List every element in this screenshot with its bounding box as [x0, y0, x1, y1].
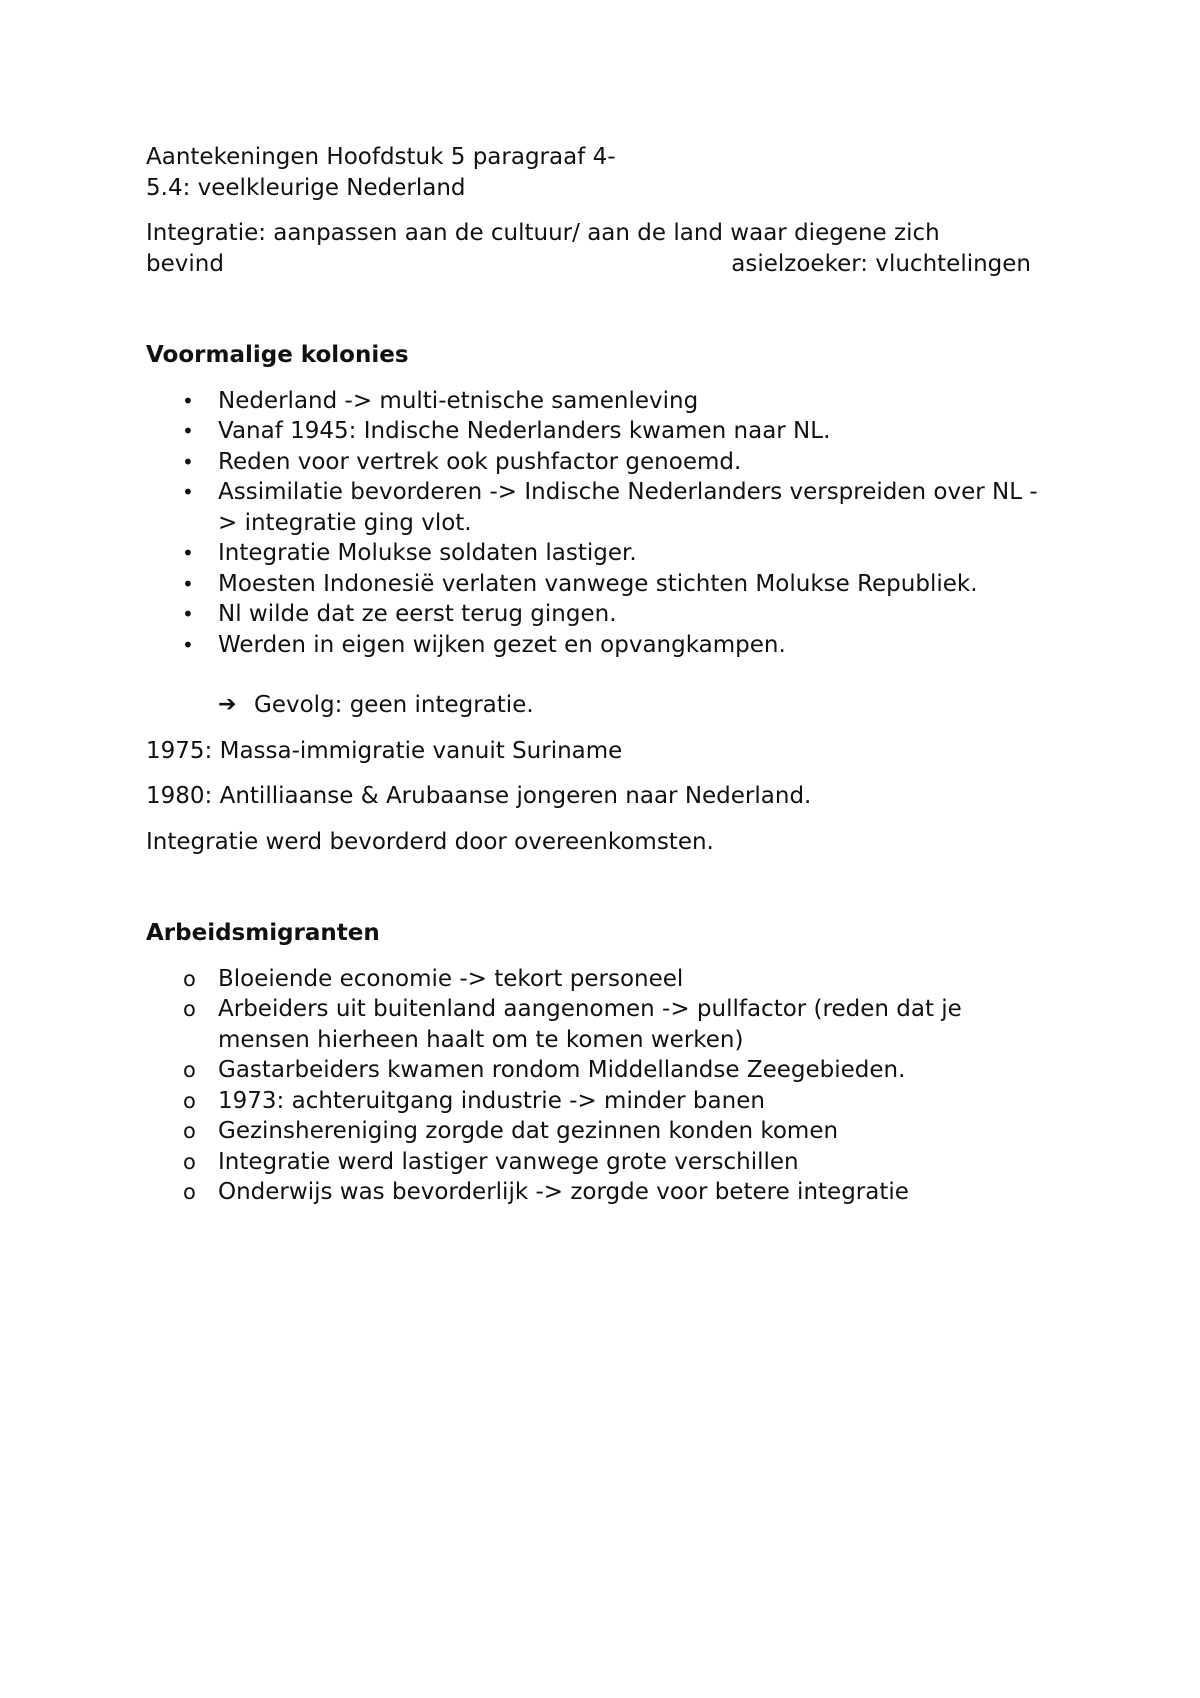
list-item-text: Bloeiende economie -> tekort personeel — [218, 965, 684, 992]
list-item-text: Arbeiders uit buitenland aangenomen -> pullfactor (reden dat je mensen hierheen haalt om te komen werken) — [218, 996, 962, 1053]
list-item-text: Reden voor vertrek ook pushfactor genoemd. — [218, 448, 742, 475]
paragraph-integration: Integratie werd bevorderd door overeenkomsten. — [146, 828, 714, 855]
former-colonies-list — [146, 386, 1046, 661]
document-subtitle: 5.4: veelkleurige Nederland — [146, 174, 466, 201]
bullet-icon: • — [182, 632, 194, 657]
bullet-icon: • — [182, 541, 194, 565]
list-item-text: Moesten Indonesië verlaten vanwege stichten Molukse Republiek. — [218, 570, 978, 597]
list-item-text: Vanaf 1945: Indische Nederlanders kwamen naar NL. — [218, 418, 831, 444]
list-item — [146, 416, 1048, 447]
intro-continuation-text: bevind — [146, 250, 224, 277]
list-item — [146, 964, 1048, 995]
labour-migrants-list — [146, 964, 1046, 1208]
paragraph-1980: 1980: Antilliaanse & Arubaanse jongeren naar Nederland. — [146, 783, 812, 809]
consequence-line — [146, 690, 1046, 721]
list-item — [146, 538, 1048, 569]
list-item — [146, 994, 1048, 1055]
bullet-icon: • — [182, 449, 194, 474]
paragraph-1975: 1975: Massa-immigratie vanuit Suriname — [146, 737, 623, 764]
list-item-text: Gastarbeiders kwamen rondom Middellandse Zeegebieden. — [218, 1057, 906, 1083]
list-item — [146, 569, 1048, 600]
list-item-text: Assimilatie bevorderen -> Indische Nederlanders verspreiden over NL -> integratie ging vlot. — [218, 479, 1038, 536]
document-page — [146, 142, 1046, 1208]
intro-definition: Integratie: aanpassen aan de cultuur/ aan de land waar diegene zich — [146, 220, 940, 246]
list-item — [146, 1116, 1048, 1147]
list-item — [146, 599, 1048, 630]
list-item-text: Integratie Molukse soldaten lastiger. — [218, 540, 637, 566]
arrow-right-icon: ➔ — [218, 692, 237, 717]
bullet-icon: • — [182, 388, 194, 413]
circle-bullet-icon: o — [183, 1180, 196, 1204]
section-heading-former-colonies: Voormalige kolonies — [146, 342, 409, 368]
asylum-seeker-definition: asielzoeker: vluchtelingen — [731, 250, 1031, 277]
list-item-text: Integratie werd lastiger vanwege grote verschillen — [218, 1148, 799, 1175]
circle-bullet-icon: o — [183, 1119, 196, 1143]
list-item-text: Nederland -> multi-etnische samenleving — [218, 387, 699, 414]
list-item — [146, 1177, 1048, 1208]
consequence-text: Gevolg: geen integratie. — [254, 692, 534, 718]
list-item-text: 1973: achteruitgang industrie -> minder banen — [218, 1087, 765, 1114]
section-heading-labour-migrants: Arbeidsmigranten — [146, 920, 380, 946]
list-item — [146, 386, 1048, 417]
list-item-text: Onderwijs was bevorderlijk -> zorgde voor betere integratie — [218, 1179, 909, 1205]
circle-bullet-icon: o — [183, 1149, 196, 1174]
bullet-icon: • — [182, 480, 194, 504]
list-item-text: Nl wilde dat ze eerst terug gingen. — [218, 601, 617, 627]
list-item-text: Gezinshereniging zorgde dat gezinnen konden komen — [218, 1118, 839, 1144]
intro-definition-continued — [146, 249, 1031, 280]
list-item — [146, 477, 1048, 538]
list-item — [146, 630, 1048, 661]
list-item — [146, 1147, 1048, 1178]
bullet-icon: • — [182, 419, 194, 443]
circle-bullet-icon: o — [183, 1088, 196, 1113]
document-title: Aantekeningen Hoofdstuk 5 paragraaf 4- — [146, 144, 616, 170]
bullet-icon: • — [182, 602, 194, 626]
list-item — [146, 447, 1048, 478]
list-item-text: Werden in eigen wijken gezet en opvangkampen. — [218, 631, 786, 658]
list-item — [146, 1086, 1048, 1117]
circle-bullet-icon: o — [183, 1058, 196, 1082]
circle-bullet-icon: o — [183, 997, 196, 1021]
list-item — [146, 1055, 1048, 1086]
circle-bullet-icon: o — [183, 966, 196, 991]
bullet-icon: • — [182, 571, 194, 596]
